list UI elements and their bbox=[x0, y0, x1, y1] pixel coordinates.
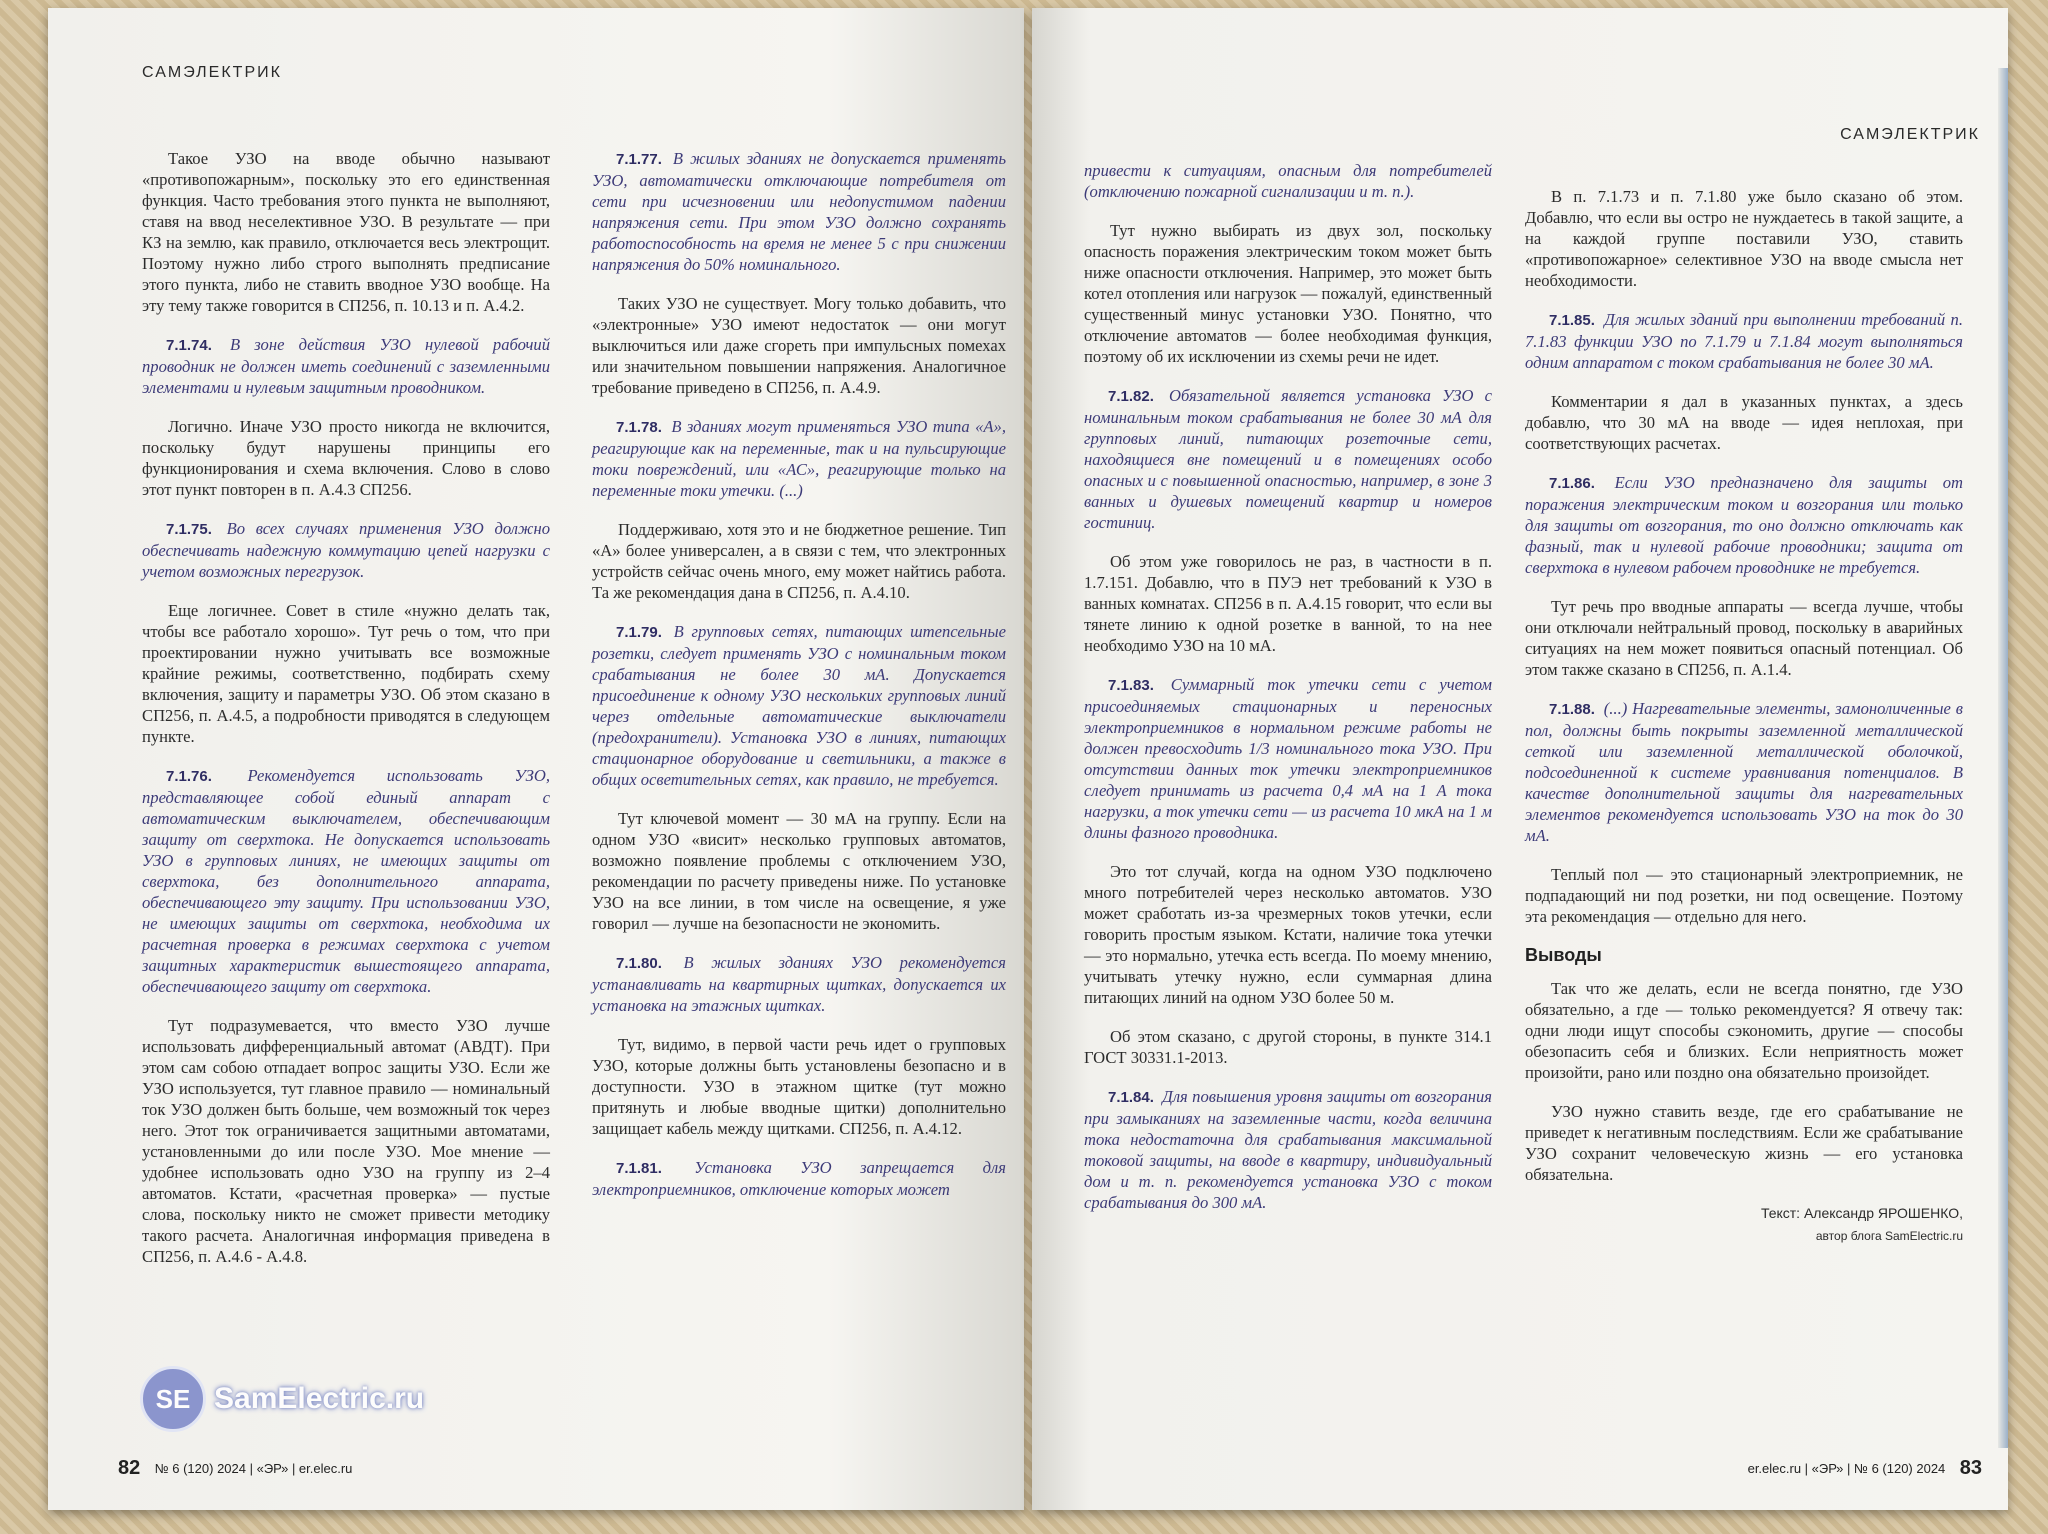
body-paragraph: Логично. Иначе УЗО просто никогда не включится, поскольку будут нарушены принципы его функционирования и схема включения. Слово в слово этот пункт повторен в п. А.4.3 СП256. bbox=[142, 417, 550, 499]
body-paragraph: Тут ключевой момент — 30 мА на группу. Если на одном УЗО «висит» несколько групповых автоматов, возможно появление проблемы с отключением УЗО, рекомендации по расчету приведены ниже. По установке УЗО на все линии, в том числе на освещение, я уже говорил — лучше на безопасности не экономить. bbox=[592, 809, 1006, 933]
rule-number: 7.1.82. bbox=[1108, 388, 1154, 405]
pue-rule-quote: 7.1.86. Если УЗО предназначено для защиты от поражения электрическим током и возгорания или только для защиты от возгорания, то оно должно отключать как фазный, так и нулевой рабочие проводники; защита от сверхтока в нулевом рабочем проводнике не требуется. bbox=[1525, 473, 1963, 577]
rule-number: 7.1.84. bbox=[1108, 1089, 1154, 1106]
magazine-spread bbox=[48, 8, 2008, 1518]
author-note: автор блога SamElectric.ru bbox=[1815, 1229, 1963, 1243]
left-column-1 bbox=[142, 148, 550, 1285]
pue-rule-quote: 7.1.84. Для повышения уровня защиты от возгорания при замыканиях на заземленные части, когда величина тока недостаточна для срабатывания максимальной токовой защиты, на вводе в квартиру, индивидуальный дом и т. п. рекомендуется установка УЗО с током срабатывания до 300 мА. bbox=[1084, 1087, 1492, 1212]
section-brand: САМЭЛЕКТРИК bbox=[1840, 126, 1980, 143]
body-paragraph: Так что же делать, если не всегда понятно, где УЗО обязательно, а где — только рекомендуется? Я отвечу так: одни люди ищут способы сэкономить, другие — способы обезопасить себя и близких. Если неприятность может произойти, рано или поздно она обязательно произойдет. bbox=[1525, 979, 1963, 1082]
body-paragraph: Об этом уже говорилось не раз, в частности в п. 1.7.151. Добавлю, что в ПУЭ нет требований к УЗО в ванных комнатах. СП256 в п. А.4.15 говорит, что если вы тянете линию к одной розетке в ванной, то на нее необходимо УЗО на 10 мА. bbox=[1084, 552, 1492, 655]
pue-rule-quote: 7.1.79. В групповых сетях, питающих штепсельные розетки, следует применять УЗО с номинальным током срабатывания не более 30 мА. Допускается присоединение к одному УЗО нескольких групповых линий через отдельные автоматические выключатели (предохранители). Установка УЗО в линиях, питающих стационарное оборудование и светильники, а также в общих осветительных сетях, как правило, не требуется. bbox=[592, 622, 1006, 789]
rule-number: 7.1.77. bbox=[616, 151, 662, 168]
section-heading: Выводы bbox=[1525, 945, 1602, 965]
rule-number: 7.1.85. bbox=[1549, 312, 1595, 329]
pue-rule-quote: 7.1.75. Во всех случаях применения УЗО должно обеспечивать надежную коммутацию цепей нагрузки с учетом возможных перегрузок. bbox=[142, 519, 550, 581]
samelectric-logo-icon: SE bbox=[140, 1366, 206, 1432]
pue-rule-quote: 7.1.74. В зоне действия УЗО нулевой рабочий проводник не должен иметь соединений с заземленными элементами и нулевым защитным проводником. bbox=[142, 335, 550, 397]
body-paragraph: Комментарии я дал в указанных пунктах, а здесь добавлю, что 30 мА на вводе — идея неплохая, при соответствующих расчетах. bbox=[1525, 392, 1963, 453]
page-edge bbox=[1998, 68, 2008, 1448]
page-number: 82 bbox=[118, 1457, 141, 1479]
site-watermark bbox=[140, 1366, 424, 1432]
pue-rule-quote: 7.1.76. Рекомендуется использовать УЗО, представляющее собой единый аппарат с автоматическим выключателем, обеспечивающим защиту от сверхтока. Не допускается использовать УЗО в групповых линиях, не имеющих защиты от сверхтока, без дополнительного аппарата, обеспечивающего эту защиту. При использовании УЗО, не имеющих защиты от сверхтока, необходима их расчетная проверка в режимах сверхтока с учетом защитных характеристик вышестоящего аппарата, обеспечивающего защиту от сверхтока. bbox=[142, 766, 550, 996]
body-paragraph: Поддерживаю, хотя это и не бюджетное решение. Тип «А» более универсален, а в связи с тем, что электронных устройств сейчас очень много, ему может найтись работа. Та же рекомендация дана в СП256, п. А.4.10. bbox=[592, 520, 1006, 602]
right-footer bbox=[1738, 1457, 1982, 1480]
right-column-1 bbox=[1084, 160, 1492, 1231]
pue-rule-quote: 7.1.80. В жилых зданиях УЗО рекомендуется устанавливать на квартирных щитках, допускается их установка на этажных щитках. bbox=[592, 953, 1006, 1015]
body-paragraph: Тут подразумевается, что вместо УЗО лучше использовать дифференциальный автомат (АВДТ). При этом сам собою отпадает вопрос защиты УЗО. Если же УЗО используется, тут главное правило — номинальный ток УЗО должен быть больше, чем возможный ток через него. Этот ток ограничивается защитными автоматами, установленными до или после УЗО. Мое мнение — удобнее использовать одно УЗО на группу из 2–4 автоматов. Кстати, «расчетная проверка» — пустые слова, поскольку никто не сможет привести методику такого расчета. Аналогичная информация приведена в СП256, п. А.4.6 - А.4.8. bbox=[142, 1016, 550, 1266]
body-paragraph: Еще логичнее. Совет в стиле «нужно делать так, чтобы все работало хорошо». Тут речь о том, что при проектировании нужно учитывать все возможные крайние режимы, соответственно, подбирать схему включения, защиту и параметры УЗО. Об этом сказано в СП256, п. А.4.5, а подробности приводятся в следующем пункте. bbox=[142, 601, 550, 746]
section-brand: САМЭЛЕКТРИК bbox=[142, 64, 282, 81]
left-page bbox=[48, 8, 1024, 1510]
author-signature: Текст: Александр ЯРОШЕНКО, bbox=[1760, 1205, 1963, 1221]
page-number: 83 bbox=[1959, 1457, 1982, 1479]
rule-number: 7.1.74. bbox=[166, 337, 212, 354]
body-paragraph: Тут речь про вводные аппараты — всегда лучше, чтобы они отключали нейтральный провод, поскольку в аварийных ситуациях на нем может появиться опасный потенциал. Об этом также сказано в СП256, п. А.1.4. bbox=[1525, 597, 1963, 679]
right-column-2 bbox=[1525, 186, 1963, 1265]
rule-number: 7.1.76. bbox=[166, 768, 212, 785]
body-paragraph: Тут, видимо, в первой части речь идет о групповых УЗО, которые должны быть установлены безопасно и в доступности. УЗО в этажном щитке (тут можно притянуть и любые вводные щитки) дополнительно защищает кабель между щитками. СП256, п. А.4.12. bbox=[592, 1035, 1006, 1138]
body-paragraph: Таких УЗО не существует. Могу только добавить, что «электронные» УЗО имеют недостаток — они могут выключиться или даже сгореть при импульсных помехах или значительном повышении напряжения. Аналогичное требование приведено в СП256, п. А.4.9. bbox=[592, 294, 1006, 397]
rule-number: 7.1.86. bbox=[1549, 475, 1595, 492]
rule-number: 7.1.75. bbox=[166, 521, 212, 538]
pue-rule-quote: привести к ситуациям, опасным для потребителей (отключению пожарной сигнализации и т. п.). bbox=[1084, 161, 1492, 201]
body-paragraph: УЗО нужно ставить везде, где его срабатывание не приведет к негативным последствиям. Если же срабатывание УЗО сохранит человеческую жизнь — его установка обязательна. bbox=[1525, 1102, 1963, 1184]
left-footer bbox=[118, 1457, 362, 1480]
pue-rule-quote: 7.1.77. В жилых зданиях не допускается применять УЗО, автоматически отключающие потребителя от сети при исчезновении или недопустимом падении напряжения сети. При этом УЗО должно сохранять работоспособность на время не менее 5 с при снижении напряжения до 50% номинального. bbox=[592, 149, 1006, 274]
right-page bbox=[1032, 8, 2008, 1510]
pue-rule-quote: 7.1.81. Установка УЗО запрещается для электроприемников, отключение которых может bbox=[592, 1158, 1006, 1199]
rule-number: 7.1.79. bbox=[616, 624, 662, 641]
rule-number: 7.1.88. bbox=[1549, 701, 1595, 718]
rule-number: 7.1.83. bbox=[1108, 677, 1154, 694]
left-column-2 bbox=[592, 148, 1006, 1218]
body-paragraph: Тут нужно выбирать из двух зол, поскольку опасность поражения электрическим током может быть ниже опасности отключения. Например, это может быть котел отопления или нагрузок — пожалуй, единственный существенный минус установки УЗО. Понятно, что отключение автоматов — более необходимая функция, поэтому об их исключении из схемы речи не идет. bbox=[1084, 221, 1492, 366]
issue-info: № 6 (120) 2024 | «ЭР» | er.elec.ru bbox=[154, 1461, 353, 1476]
issue-info: er.elec.ru | «ЭР» | № 6 (120) 2024 bbox=[1747, 1461, 1946, 1476]
body-paragraph: Такое УЗО на вводе обычно называют «противопожарным», поскольку это его единственная функция. Часто требования этого пункта не выполняют, ставя на ввод неселективное УЗО. В результате — при КЗ на землю, как правило, отключается весь электрощит. Поэтому нужно либо строго выполнять предписание этого пункта, либо не ставить вводное УЗО вообще. На эту тему также говорится в СП256, п. 10.13 и п. А.4.2. bbox=[142, 149, 550, 315]
pue-rule-quote: 7.1.88. (...) Нагревательные элементы, замоноличенные в пол, должны быть покрыты заземленной металлической сеткой или заземленной металлической оболочкой, подсоединенной к системе уравнивания потенциалов. В качестве дополнительной защиты для нагревательных элементов рекомендуется использовать УЗО на ток до 30 мА. bbox=[1525, 699, 1963, 845]
body-paragraph: Это тот случай, когда на одном УЗО подключено много потребителей через несколько автоматов. УЗО может сработать из-за чрезмерных токов утечки, если говорить простым языком. Кстати, наличие тока утечки — это нормально, утечка есть всегда. По моему мнению, учитывать утечку нужно, если суммарная длина питающих линий на одном УЗО более 50 м. bbox=[1084, 862, 1492, 1007]
body-paragraph: Об этом сказано, с другой стороны, в пункте 314.1 ГОСТ 30331.1-2013. bbox=[1084, 1027, 1492, 1067]
watermark-text: SamElectric.ru bbox=[214, 1382, 425, 1415]
body-paragraph: Теплый пол — это стационарный электроприемник, не подпадающий ни под розетки, ни под освещение. Поэтому эта рекомендация — отдельно для него. bbox=[1525, 865, 1963, 926]
pue-rule-quote: 7.1.82. Обязательной является установка УЗО с номинальным током срабатывания не более 30 мА для групповых линий, питающих розеточные сети, находящиеся вне помещений и в помещениях особо опасных и с повышенной опасностью, например, в зоне 3 ванных и душевых помещений квартир и номеров гостиниц. bbox=[1084, 386, 1492, 532]
rule-number: 7.1.81. bbox=[616, 1160, 662, 1177]
rule-number: 7.1.80. bbox=[616, 955, 662, 972]
pue-rule-quote: 7.1.83. Суммарный ток утечки сети с учетом присоединяемых стационарных и переносных электроприемников в нормальном режиме работы не должен превосходить 1/3 номинального тока УЗО. При отсутствии данных ток утечки электроприемников следует принимать из расчета 0,4 мА на 1 А тока нагрузки, а ток утечки сети — из расчета 10 мкА на 1 м длины фазного проводника. bbox=[1084, 675, 1492, 842]
pue-rule-quote: 7.1.78. В зданиях могут применяться УЗО типа «А», реагирующие как на переменные, так и на пульсирующие токи повреждений, или «АС», реагирующие только на переменные токи утечки. (...) bbox=[592, 417, 1006, 500]
body-paragraph: В п. 7.1.73 и п. 7.1.80 уже было сказано об этом. Добавлю, что если вы остро не нуждаетесь в такой защите, а на каждой группе поставили УЗО, ставить «противопожарное» селективное УЗО на вводе смысла нет необходимости. bbox=[1525, 187, 1963, 290]
pue-rule-quote: 7.1.85. Для жилых зданий при выполнении требований п. 7.1.83 функции УЗО по 7.1.79 и 7.1.84 могут выполняться одним аппаратом с током срабатывания не более 30 мА. bbox=[1525, 310, 1963, 372]
rule-number: 7.1.78. bbox=[616, 419, 662, 436]
